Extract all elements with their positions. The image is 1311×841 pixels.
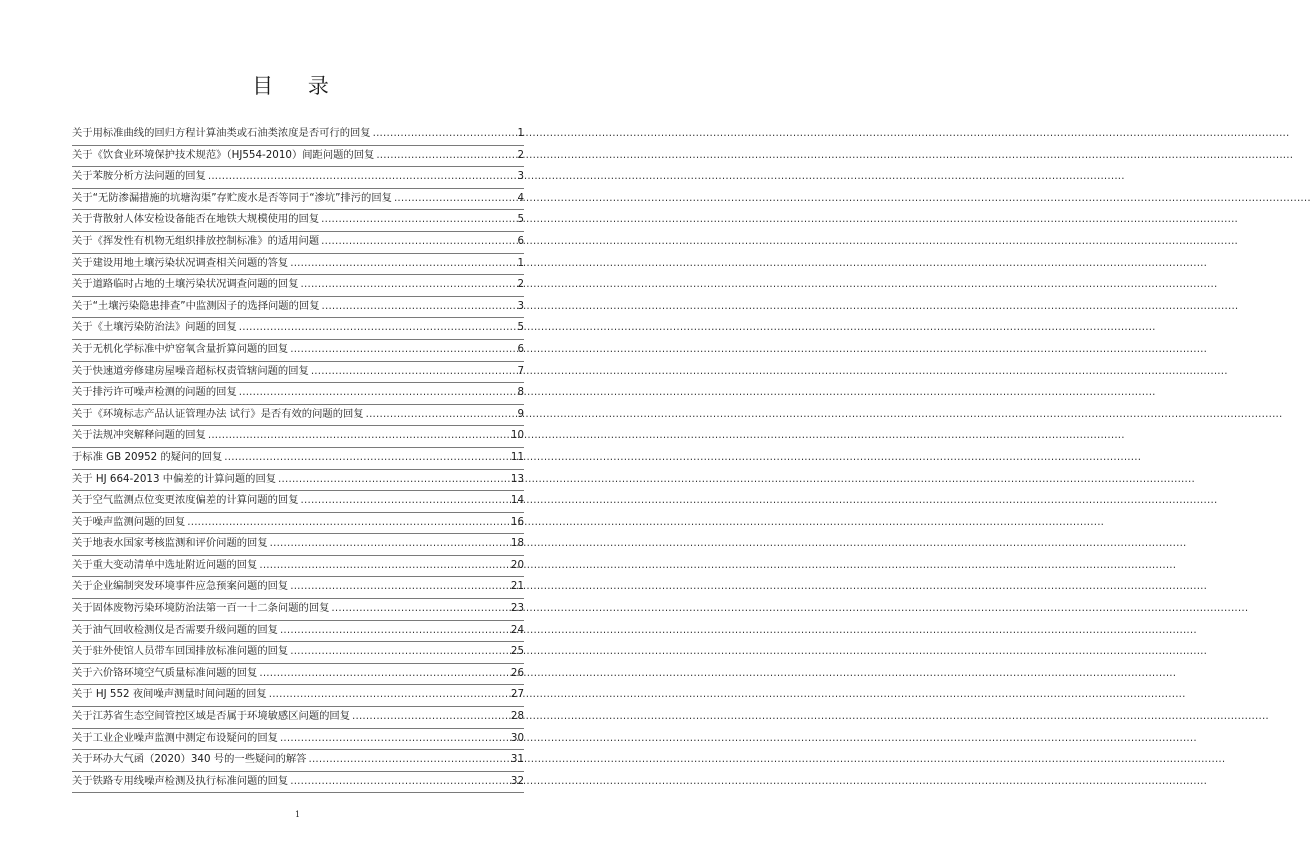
toc-entry[interactable] [72,189,524,211]
toc-dot-leader [270,533,510,555]
toc-entry-page-number: 2 [517,148,524,161]
toc-entry[interactable] [72,470,524,492]
toc-entry[interactable] [72,772,524,794]
toc-dot-leader [280,620,510,642]
toc-entry-title: 关于空气监测点位变更浓度偏差的计算问题的回复 [72,494,299,507]
toc-entry-title: 关于用标准曲线的回归方程计算油类或石油类浓度是否可行的回复 [72,127,371,139]
toc-entry-title: 关于环办大气函（2020）340 号的一些疑问的解答 [72,753,307,766]
toc-dot-leader [290,339,516,361]
toc-entry[interactable] [72,146,524,168]
toc-entry-page-number: 1 [517,256,524,269]
toc-entry[interactable] [72,577,524,599]
toc-entry-title: 关于 HJ 552 夜间噪声测量时间问题的回复 [72,688,267,701]
toc-dot-leader [301,490,510,512]
toc-entry-page-number: 21 [510,580,524,593]
toc-dot-leader [259,663,510,685]
toc-entry-page-number: 1 [517,127,524,139]
toc-entry-page-number: 6 [517,342,524,355]
toc-entry-title: 关于驻外使馆人员带车回国排放标准问题的回复 [72,645,289,658]
toc-entry-title: 关于“无防渗漏措施的坑塘沟渠”存贮废水是否等同于“渗坑”排污的回复 [72,191,392,204]
table-of-contents [72,124,524,793]
toc-entry[interactable] [72,729,524,751]
toc-entry-title: 关于六价铬环境空气质量标准问题的回复 [72,666,258,679]
toc-entry-title: 关于固体废物污染环境防治法第一百一十二条问题的回复 [72,602,330,615]
toc-entry-page-number: 20 [510,558,524,571]
toc-dot-leader [239,382,517,404]
toc-dot-leader [269,684,510,706]
toc-dot-leader [373,123,517,145]
toc-entry-title: 关于《饮食业环境保护技术规范》（HJ554-2010）间距问题的回复 [72,148,375,161]
toc-entry-title: 关于《土壤污染防治法》问题的回复 [72,321,237,334]
toc-entry[interactable] [72,642,524,664]
toc-entry[interactable] [72,534,524,556]
toc-entry-title: 关于建设用地土壤污染状况调查相关问题的答复 [72,256,289,269]
toc-entry[interactable] [72,556,524,578]
footer-page-number: 1 [294,810,301,819]
toc-dot-leader [331,598,509,620]
toc-dot-leader [239,317,517,339]
toc-entry-title: 关于道路临时占地的土壤污染状况调查问题的回复 [72,278,299,291]
toc-entry-page-number: 32 [510,774,524,787]
toc-dot-leader [321,209,516,231]
toc-dot-leader [208,425,510,447]
toc-entry-page-number: 2 [517,278,524,291]
toc-entry-title: 关于江苏省生态空间管控区域是否属于环境敏感区问题的回复 [72,710,351,723]
toc-entry-title: 关于工业企业噪声监测中测定布设疑问的回复 [72,731,278,744]
toc-entry[interactable] [72,318,524,340]
toc-dot-leader [187,512,510,534]
toc-entry[interactable] [72,210,524,232]
document-page [0,0,595,841]
toc-entry[interactable] [72,405,524,427]
toc-dot-leader [259,555,510,577]
toc-dot-leader [366,404,517,426]
toc-dot-leader [352,706,510,728]
toc-entry-page-number: 24 [510,623,524,636]
toc-entry-page-number: 23 [510,602,524,615]
toc-entry-page-number: 25 [510,645,524,658]
toc-entry[interactable] [72,448,524,470]
toc-entry-title: 关于快速道旁修建房屋噪音超标权责管辖问题的回复 [72,364,309,377]
toc-entry[interactable] [72,297,524,319]
toc-dot-leader [208,166,517,188]
toc-entry-title: 关于无机化学标准中炉窑氧含量折算问题的回复 [72,342,289,355]
toc-dot-leader [301,274,517,296]
toc-entry[interactable] [72,383,524,405]
toc-entry[interactable] [72,426,524,448]
toc-entry[interactable] [72,491,524,513]
toc-entry-page-number: 27 [510,688,524,701]
toc-entry-page-number: 26 [510,666,524,679]
toc-entry-page-number: 30 [510,731,524,744]
toc-entry-page-number: 11 [510,450,524,463]
toc-dot-leader [290,576,510,598]
toc-entry-page-number: 5 [517,321,524,334]
toc-entry[interactable] [72,664,524,686]
toc-entry[interactable] [72,362,524,384]
toc-entry[interactable] [72,599,524,621]
toc-dot-leader [376,145,516,167]
toc-entry-page-number: 31 [510,753,524,766]
toc-entry-title: 关于苯胺分析方法问题的回复 [72,170,206,183]
toc-dot-leader [311,361,517,383]
toc-entry-title: 关于背散射人体安检设备能否在地铁大规模使用的回复 [72,213,320,226]
toc-dot-leader [308,749,509,771]
toc-entry-title: 关于 HJ 664-2013 中偏差的计算问题的回复 [72,472,277,485]
toc-entry[interactable] [72,254,524,276]
toc-entry-title: 于标准 GB 20952 的疑问的回复 [72,450,223,463]
toc-entry[interactable] [72,513,524,535]
toc-entry[interactable] [72,232,524,254]
toc-entry-page-number: 10 [510,429,524,442]
toc-dot-leader [322,296,517,318]
toc-entry[interactable] [72,167,524,189]
toc-entry[interactable] [72,750,524,772]
toc-entry-title: 关于《环境标志产品认证管理办法 试行》是否有效的问题的回复 [72,407,364,420]
toc-dot-leader [321,231,516,253]
toc-entry-title: 关于噪声监测问题的回复 [72,515,186,528]
toc-entry[interactable] [72,621,524,643]
toc-dot-leader [224,447,510,469]
toc-dot-leader [290,253,516,275]
toc-dot-leader [394,188,516,210]
toc-dot-leader [290,771,510,793]
toc-entry-page-number: 8 [517,386,524,399]
toc-entry-title: 关于排污许可噪声检测的问题的回复 [72,386,237,399]
toc-entry-title: 关于法规冲突解释问题的回复 [72,429,206,442]
toc-entry[interactable] [72,124,524,146]
toc-dot-leader [278,469,510,491]
toc-entry-title: 关于地表水国家考核监测和评价问题的回复 [72,537,268,550]
toc-entry-title: 关于油气回收检测仪是否需要升级问题的回复 [72,623,278,636]
toc-entry-page-number: 16 [510,515,524,528]
toc-entry-page-number: 14 [510,494,524,507]
toc-entry-page-number: 3 [517,299,524,312]
toc-entry-page-number: 3 [517,170,524,183]
toc-entry-title: 关于企业编制突发环境事件应急预案问题的回复 [72,580,289,593]
toc-entry-page-number: 6 [517,234,524,247]
toc-entry-page-number: 28 [510,710,524,723]
toc-entry-page-number: 18 [510,537,524,550]
toc-entry-page-number: 4 [517,191,524,204]
toc-entry-page-number: 7 [517,364,524,377]
toc-entry-title: 关于“土壤污染隐患排查”中监测因子的选择问题的回复 [72,299,320,312]
page-title: 目 录 [252,74,343,98]
toc-entry[interactable] [72,275,524,297]
toc-entry-title: 关于《挥发性有机物无组织排放控制标准》的适用问题 [72,234,320,247]
toc-entry[interactable] [72,685,524,707]
toc-entry-page-number: 13 [510,472,524,485]
toc-entry-title: 关于铁路专用线噪声检测及执行标准问题的回复 [72,774,289,787]
toc-dot-leader [290,641,510,663]
toc-entry-title: 关于重大变动清单中选址附近问题的回复 [72,558,258,571]
toc-entry-page-number: 5 [517,213,524,226]
toc-dot-leader [280,728,510,750]
toc-entry[interactable] [72,340,524,362]
toc-entry[interactable] [72,707,524,729]
toc-entry-page-number: 9 [517,407,524,420]
